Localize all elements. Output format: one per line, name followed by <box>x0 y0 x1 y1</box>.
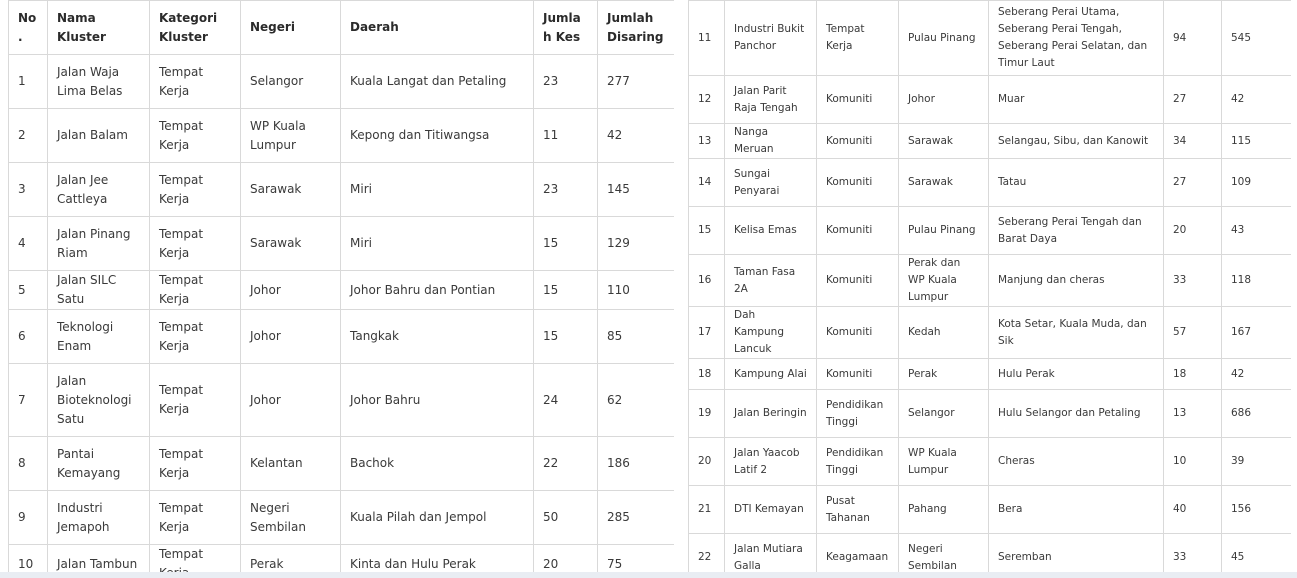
cell-no: 11 <box>689 1 725 76</box>
cell-daerah: Miri <box>341 217 534 271</box>
cell-jumlah-disaring: 285 <box>598 491 675 545</box>
cell-kategori-kluster: Komuniti <box>817 255 899 307</box>
table-row <box>689 124 1292 159</box>
col-header-daerah: Daerah <box>341 1 534 55</box>
cell-daerah: Manjung dan cheras <box>989 255 1164 307</box>
cell-jumlah-disaring: 145 <box>598 163 675 217</box>
cell-kategori-kluster: Tempat Kerja <box>150 55 241 109</box>
cell-jumlah-kes: 10 <box>1164 438 1222 486</box>
cell-kategori-kluster: Komuniti <box>817 159 899 207</box>
cell-nama-kluster: Pantai Kemayang <box>48 437 150 491</box>
table-row <box>9 55 675 109</box>
cell-negeri: Sarawak <box>241 163 341 217</box>
cell-negeri: Kelantan <box>241 437 341 491</box>
table-row <box>689 438 1292 486</box>
table-row <box>689 159 1292 207</box>
left-table-body <box>9 55 675 578</box>
cell-jumlah-kes: 27 <box>1164 76 1222 124</box>
cell-jumlah-disaring: 75 <box>598 545 675 578</box>
cell-no: 20 <box>689 438 725 486</box>
cell-no: 8 <box>9 437 48 491</box>
cell-negeri: Perak dan WP Kuala Lumpur <box>899 255 989 307</box>
cell-kategori-kluster: Tempat Kerja <box>150 217 241 271</box>
cell-jumlah-disaring: 156 <box>1222 486 1292 534</box>
cell-nama-kluster: Nanga Meruan <box>725 124 817 159</box>
header-row <box>9 1 675 55</box>
cell-negeri: Selangor <box>241 55 341 109</box>
cell-nama-kluster: Jalan Jee Cattleya <box>48 163 150 217</box>
cell-kategori-kluster: Tempat Kerja <box>150 491 241 545</box>
cell-negeri: WP Kuala Lumpur <box>241 109 341 163</box>
cell-kategori-kluster: Komuniti <box>817 207 899 255</box>
cell-nama-kluster: Jalan Balam <box>48 109 150 163</box>
cell-jumlah-disaring: 42 <box>598 109 675 163</box>
cell-no: 3 <box>9 163 48 217</box>
cell-nama-kluster: Jalan Waja Lima Belas <box>48 55 150 109</box>
cell-negeri: Sarawak <box>899 124 989 159</box>
cell-no: 21 <box>689 486 725 534</box>
cell-jumlah-kes: 15 <box>534 217 598 271</box>
cell-jumlah-kes: 23 <box>534 163 598 217</box>
cell-daerah: Kuala Langat dan Petaling <box>341 55 534 109</box>
cell-negeri: Sarawak <box>241 217 341 271</box>
cell-no: 5 <box>9 271 48 310</box>
cell-jumlah-kes: 15 <box>534 271 598 310</box>
cell-jumlah-kes: 50 <box>534 491 598 545</box>
cell-no: 15 <box>689 207 725 255</box>
cell-kategori-kluster: Tempat Kerja <box>150 271 241 310</box>
cell-no: 12 <box>689 76 725 124</box>
cell-no: 16 <box>689 255 725 307</box>
cell-jumlah-disaring: 118 <box>1222 255 1292 307</box>
cell-jumlah-kes: 34 <box>1164 124 1222 159</box>
cell-negeri: Negeri Sembilan <box>241 491 341 545</box>
cell-no: 6 <box>9 310 48 364</box>
cell-jumlah-disaring: 186 <box>598 437 675 491</box>
cell-nama-kluster: Jalan Mutiara Galla <box>725 534 817 578</box>
cell-jumlah-disaring: 42 <box>1222 359 1292 390</box>
cell-kategori-kluster: Tempat <box>150 545 241 578</box>
cell-daerah: Kinta dan Hulu Perak <box>341 545 534 578</box>
cell-no: 18 <box>689 359 725 390</box>
cell-daerah: Cheras <box>989 438 1164 486</box>
table-row <box>689 1 1292 76</box>
cell-jumlah-kes: 13 <box>1164 390 1222 438</box>
cell-no: 22 <box>689 534 725 578</box>
cell-nama-kluster: Jalan Bioteknologi Satu <box>48 364 150 437</box>
cell-kategori-kluster: Tempat Kerja <box>150 437 241 491</box>
cell-nama-kluster: Jalan Pinang Riam <box>48 217 150 271</box>
cell-jumlah-kes: 11 <box>534 109 598 163</box>
cell-no: 19 <box>689 390 725 438</box>
cell-jumlah-disaring: 167 <box>1222 307 1292 359</box>
cell-kategori-kluster: Pusat Tahanan <box>817 486 899 534</box>
cell-daerah: Seberang Perai Utama, Seberang Perai Tengah, Seberang Perai Selatan, dan Timur Laut <box>989 1 1164 76</box>
cell-jumlah-kes: 57 <box>1164 307 1222 359</box>
cell-jumlah-disaring: 686 <box>1222 390 1292 438</box>
cell-negeri: Johor <box>241 271 341 310</box>
cell-daerah: Kepong dan Titiwangsa <box>341 109 534 163</box>
cell-daerah: Tatau <box>989 159 1164 207</box>
cell-nama-kluster: Jalan Yaacob Latif 2 <box>725 438 817 486</box>
cell-nama-kluster: DTI Kemayan <box>725 486 817 534</box>
cell-nama-kluster: Jalan SILC Satu <box>48 271 150 310</box>
cell-negeri: Johor <box>241 364 341 437</box>
cell-daerah: Selangau, Sibu, dan Kanowit <box>989 124 1164 159</box>
cell-no: 17 <box>689 307 725 359</box>
cell-kategori-kluster: Tempat Kerja <box>150 364 241 437</box>
table-row <box>9 491 675 545</box>
cell-jumlah-kes: 22 <box>534 437 598 491</box>
cell-no: 10 <box>9 545 48 578</box>
cell-nama-kluster: Kelisa Emas <box>725 207 817 255</box>
cell-daerah: Johor Bahru <box>341 364 534 437</box>
table-row <box>689 207 1292 255</box>
col-header-jumlah-kes: Jumlah Kes <box>534 1 598 55</box>
table-row <box>9 163 675 217</box>
cell-nama-kluster: Industri Jemapoh <box>48 491 150 545</box>
left-cluster-table-panel <box>8 0 674 578</box>
cell-kategori-kluster: Komuniti <box>817 76 899 124</box>
cell-negeri: Perak <box>899 359 989 390</box>
cell-jumlah-disaring: 277 <box>598 55 675 109</box>
cell-daerah: Kota Setar, Kuala Muda, dan Sik <box>989 307 1164 359</box>
cell-negeri: Pulau Pinang <box>899 207 989 255</box>
cell-nama-kluster: Jalan Parit Raja Tengah <box>725 76 817 124</box>
cell-jumlah-kes: 94 <box>1164 1 1222 76</box>
cell-jumlah-kes: 18 <box>1164 359 1222 390</box>
cell-daerah: Kuala Pilah dan Jempol <box>341 491 534 545</box>
cell-jumlah-kes: 33 <box>1164 255 1222 307</box>
cell-negeri: Sarawak <box>899 159 989 207</box>
col-header-jumlah-disaring: Jumlah Disaring <box>598 1 675 55</box>
cell-no: 2 <box>9 109 48 163</box>
cell-daerah: Hulu Selangor dan Petaling <box>989 390 1164 438</box>
table-row <box>9 217 675 271</box>
cell-nama-kluster: Jalan Tambun <box>48 545 150 578</box>
table-row <box>689 486 1292 534</box>
cell-jumlah-disaring: 109 <box>1222 159 1292 207</box>
cell-nama-kluster: Teknologi Enam <box>48 310 150 364</box>
cell-negeri: Selangor <box>899 390 989 438</box>
table-row <box>689 255 1292 307</box>
cell-negeri: Pulau Pinang <box>899 1 989 76</box>
cell-negeri: WP Kuala Lumpur <box>899 438 989 486</box>
right-table-body <box>689 1 1292 578</box>
cell-jumlah-disaring: 129 <box>598 217 675 271</box>
cell-negeri: Johor <box>241 310 341 364</box>
cell-kategori-kluster: Komuniti <box>817 359 899 390</box>
cell-nama-kluster: Sungai Penyarai <box>725 159 817 207</box>
cell-jumlah-disaring: 39 <box>1222 438 1292 486</box>
cell-no: 9 <box>9 491 48 545</box>
col-header-no: No. <box>9 1 48 55</box>
cell-negeri: Johor <box>899 76 989 124</box>
cell-nama-kluster: Taman Fasa 2A <box>725 255 817 307</box>
cell-nama-kluster: Dah Kampung Lancuk <box>725 307 817 359</box>
cell-jumlah-kes: 15 <box>534 310 598 364</box>
cell-jumlah-disaring: 115 <box>1222 124 1292 159</box>
cell-daerah: Seremban <box>989 534 1164 578</box>
right-cluster-table-panel <box>688 0 1291 578</box>
col-header-kategori-kluster: Kategori Kluster <box>150 1 241 55</box>
cell-jumlah-kes: 20 <box>534 545 598 578</box>
table-row <box>689 390 1292 438</box>
cell-no: 14 <box>689 159 725 207</box>
cell-negeri: Negeri Sembilan <box>899 534 989 578</box>
cell-daerah: Tangkak <box>341 310 534 364</box>
cell-jumlah-kes: 20 <box>1164 207 1222 255</box>
cell-kategori-kluster: Komuniti <box>817 307 899 359</box>
cell-jumlah-kes: 40 <box>1164 486 1222 534</box>
cell-nama-kluster: Jalan Beringin <box>725 390 817 438</box>
cell-kategori-kluster: Tempat Kerja <box>150 310 241 364</box>
cell-jumlah-disaring: 42 <box>1222 76 1292 124</box>
table-row <box>9 109 675 163</box>
cell-daerah: Johor Bahru dan Pontian <box>341 271 534 310</box>
cell-no: 7 <box>9 364 48 437</box>
cluster-table-right <box>688 0 1291 578</box>
cell-kategori-kluster: Tempat Kerja <box>817 1 899 76</box>
cell-jumlah-disaring: 45 <box>1222 534 1292 578</box>
table-row <box>9 271 675 310</box>
cell-negeri: Perak <box>241 545 341 578</box>
cell-daerah: Hulu Perak <box>989 359 1164 390</box>
cell-daerah: Muar <box>989 76 1164 124</box>
table-row <box>9 364 675 437</box>
page-bottom-band <box>0 572 1297 578</box>
cell-jumlah-disaring: 110 <box>598 271 675 310</box>
cell-nama-kluster: Kampung Alai <box>725 359 817 390</box>
table-row <box>9 310 675 364</box>
cell-negeri: Pahang <box>899 486 989 534</box>
table-row <box>689 76 1292 124</box>
cell-kategori-kluster: Pendidikan Tinggi <box>817 390 899 438</box>
cell-kategori-kluster: Tempat Kerja <box>150 163 241 217</box>
cell-kategori-kluster: Komuniti <box>817 124 899 159</box>
cell-daerah: Bachok <box>341 437 534 491</box>
cell-nama-kluster: Industri Bukit Panchor <box>725 1 817 76</box>
cell-jumlah-kes: 24 <box>534 364 598 437</box>
cell-jumlah-kes: 27 <box>1164 159 1222 207</box>
cell-no: 4 <box>9 217 48 271</box>
cell-jumlah-disaring: 85 <box>598 310 675 364</box>
cell-jumlah-disaring: 545 <box>1222 1 1292 76</box>
cell-jumlah-kes: 23 <box>534 55 598 109</box>
cell-kategori-kluster: Keagamaan <box>817 534 899 578</box>
cell-kategori-kluster: Tempat Kerja <box>150 109 241 163</box>
table-row <box>9 437 675 491</box>
cluster-table-left <box>8 0 674 578</box>
table-row <box>689 359 1292 390</box>
cell-daerah: Miri <box>341 163 534 217</box>
cell-no: 1 <box>9 55 48 109</box>
cell-no: 13 <box>689 124 725 159</box>
cell-daerah: Seberang Perai Tengah dan Barat Daya <box>989 207 1164 255</box>
cell-jumlah-disaring: 43 <box>1222 207 1292 255</box>
cell-jumlah-disaring: 62 <box>598 364 675 437</box>
table-row <box>689 307 1292 359</box>
cell-kategori-kluster: Pendidikan Tinggi <box>817 438 899 486</box>
cell-negeri: Kedah <box>899 307 989 359</box>
col-header-negeri: Negeri <box>241 1 341 55</box>
col-header-nama-kluster: Nama Kluster <box>48 1 150 55</box>
cell-jumlah-kes: 33 <box>1164 534 1222 578</box>
cell-daerah: Bera <box>989 486 1164 534</box>
